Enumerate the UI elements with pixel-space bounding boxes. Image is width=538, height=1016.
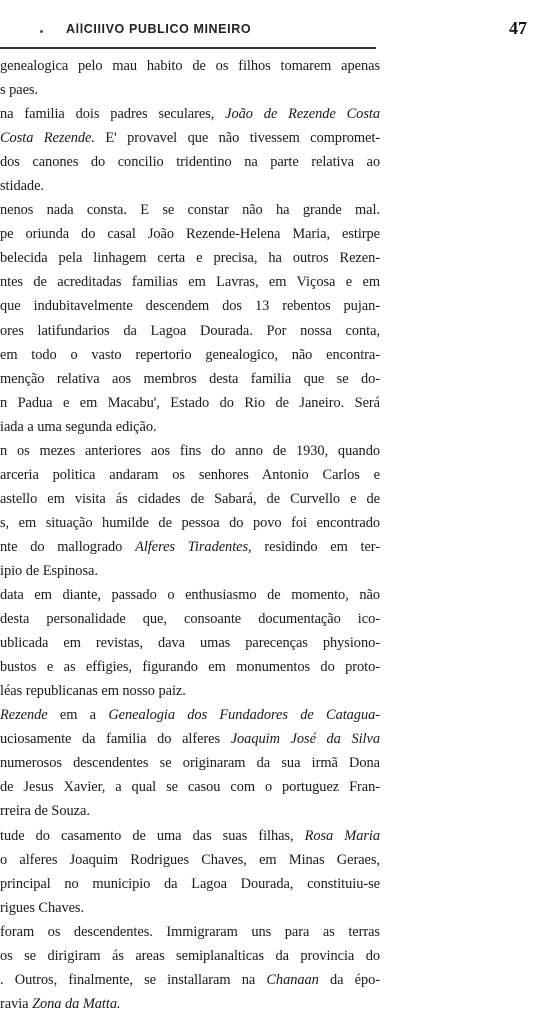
text-segment: na familia dois padres seculares, — [0, 106, 226, 123]
text-segment: principal no municipio da Lagoa Dourada, constituiu-se — [0, 875, 380, 892]
italic-text: Rosa Maria — [304, 827, 380, 844]
italic-text: Joaquim José da Silva — [230, 731, 380, 748]
text-line — [0, 174, 380, 198]
text-line — [0, 631, 380, 655]
text-segment: o alferes Joaquim Rodrigues Chaves, em Minas Geraes, — [0, 851, 380, 868]
text-segment: n os mezes anteriores aos fins do anno de 1930, quando — [0, 442, 380, 459]
text-line — [0, 703, 380, 727]
text-line — [0, 583, 380, 607]
text-line — [0, 896, 380, 920]
text-segment: nte do mallogrado — [0, 538, 136, 555]
text-line — [0, 367, 380, 391]
text-segment: n Padua e em Macabu', Estado do Rio de Janeiro. Será — [0, 394, 380, 411]
text-line — [0, 944, 380, 968]
text-line — [0, 775, 380, 799]
text-segment: léas republicanas em nosso paiz. — [0, 683, 186, 700]
text-segment: de Jesus Xavier, a qual se casou com o portuguez Fran- — [0, 779, 380, 796]
text-line — [0, 294, 380, 318]
text-line — [0, 920, 380, 944]
text-line — [0, 415, 380, 439]
text-line — [0, 751, 380, 775]
text-line — [0, 270, 380, 294]
text-line — [0, 150, 380, 174]
text-line — [0, 439, 380, 463]
text-segment: E' provavel que não tivessem compromet- — [94, 130, 380, 147]
text-line — [0, 511, 380, 535]
text-line — [0, 198, 380, 222]
text-line — [0, 679, 380, 703]
text-segment: ipio de Espinosa. — [0, 562, 98, 579]
text-segment: arceria politica andaram os senhores Antonio Carlos e — [0, 466, 380, 483]
running-title: AllCIIIVO PUBLICO MINEIRO — [66, 22, 252, 36]
italic-text: Chanaan — [266, 971, 319, 988]
italic-text: Zona da Matta. — [32, 995, 121, 1012]
text-line — [0, 559, 380, 583]
text-segment: em a — [47, 707, 109, 724]
text-line — [0, 246, 380, 270]
text-segment: ores latifundarios da Lagoa Dourada. Por nossa conta, — [0, 322, 380, 339]
text-segment: s, em situação humilde de pessoa do povo foi encontrado — [0, 514, 380, 531]
text-segment: nenos nada consta. E se constar não ha grande mal. — [0, 202, 380, 219]
text-line — [0, 655, 380, 679]
italic-text: Rezende — [0, 707, 48, 724]
text-line — [0, 535, 380, 559]
text-segment: . Outros, finalmente, se installaram na — [0, 971, 267, 988]
text-line — [0, 968, 380, 992]
italic-text: Alferes Tiradentes, — [135, 538, 252, 555]
text-segment: numerosos descendentes se originaram da sua irmã Dona — [0, 755, 380, 772]
text-line — [0, 222, 380, 246]
text-segment: genealogica pelo mau habito de os filhos tomarem apenas — [0, 58, 380, 74]
text-segment: foram os descendentes. Immigraram uns para as terras — [0, 923, 380, 940]
text-line — [0, 126, 380, 150]
text-segment: dos canones do concilio tridentino na parte relativa ao — [0, 154, 380, 171]
text-segment: rreira de Souza. — [0, 803, 90, 820]
text-line — [0, 78, 380, 102]
text-segment: uciosamente da familia do alferes — [0, 731, 231, 748]
text-line — [0, 463, 380, 487]
text-segment: iada a uma segunda edição. — [0, 418, 157, 435]
text-segment: desta personalidade que, consoante documentação ico- — [0, 611, 380, 628]
text-segment: ntes de acreditadas familias em Lavras, em Viçosa e em — [0, 274, 380, 291]
text-segment: s paes. — [0, 82, 39, 99]
text-segment: tude do casamento de uma das suas filhas, — [0, 827, 305, 844]
text-line — [0, 872, 380, 896]
italic-text: João de Rezende Costa — [225, 106, 380, 123]
text-segment: que indubitavelmente descendem dos 13 rebentos pujan- — [0, 298, 380, 315]
text-line — [0, 487, 380, 511]
text-segment: menção relativa aos membros desta familia que se do- — [0, 370, 380, 387]
text-segment: da épo- — [318, 971, 380, 988]
text-segment: stidade. — [0, 178, 44, 195]
page-number: 47 — [509, 18, 527, 38]
text-segment: em todo o vasto repertorio genealogico, não encontra- — [0, 346, 380, 363]
page-header — [0, 0, 538, 46]
text-segment: os se dirigiram ás areas semiplanalticas da provincia do — [0, 947, 380, 964]
text-segment: residindo em ter- — [251, 538, 380, 555]
italic-text: Costa Rezende. — [0, 130, 95, 147]
text-segment: ublicada em revistas, dava umas parecenças physiono- — [0, 635, 380, 652]
text-segment: astello em visita ás cidades de Sabará, de Curvello e de — [0, 490, 380, 507]
text-line — [0, 391, 380, 415]
text-line — [0, 848, 380, 872]
text-segment: data em diante, passado o enthusiasmo de momento, não — [0, 587, 380, 604]
text-line — [0, 727, 380, 751]
italic-text: Genealogia dos Fundadores de Cataguа- — [108, 707, 380, 724]
header-mark — [40, 30, 43, 33]
text-segment: rigues Chaves. — [0, 899, 85, 916]
header-rule — [0, 47, 376, 49]
text-line — [0, 102, 380, 126]
text-segment: belecida pela linhagem certa e precisa, ha outros Rezen- — [0, 250, 380, 267]
text-line — [0, 824, 380, 848]
text-segment: ravia — [0, 995, 33, 1012]
text-line — [0, 799, 380, 823]
text-line — [0, 992, 380, 1016]
text-segment: pe oriunda do casal João Rezende-Helena Maria, estirpe — [0, 226, 380, 243]
text-line — [0, 54, 380, 78]
text-line — [0, 319, 380, 343]
text-line — [0, 607, 380, 631]
text-line — [0, 343, 380, 367]
text-segment: bustos e as effigies, figurando em monumentos do proto- — [0, 659, 380, 676]
body-text — [0, 54, 380, 1016]
